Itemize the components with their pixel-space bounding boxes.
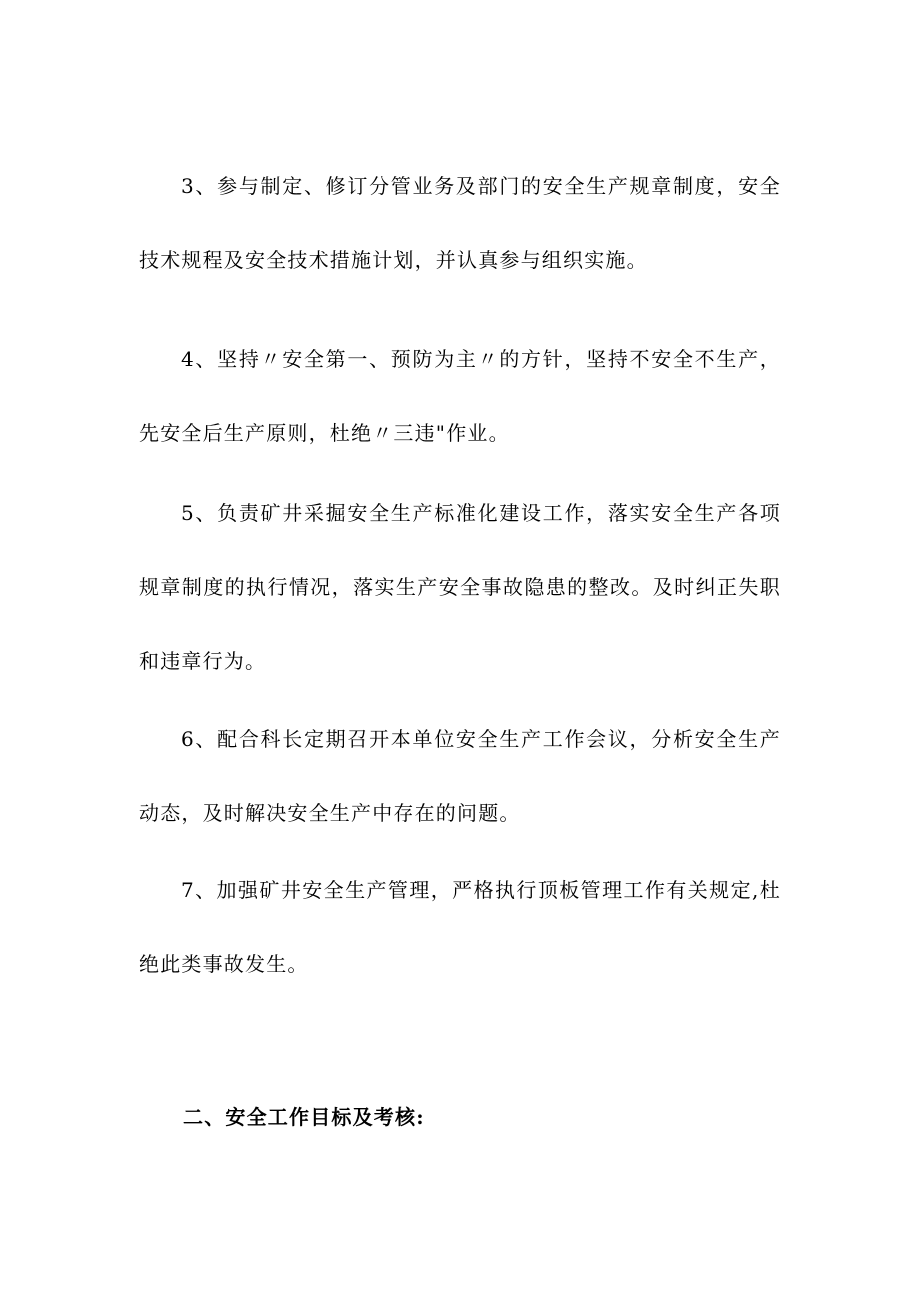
paragraph-item-7: 7、加强矿井安全生产管理，严格执行顶板管理工作有关规定,杜绝此类事故发生。: [139, 878, 781, 976]
paragraph-item-4: 4、坚持〃安全第一、预防为主〃的方针，坚持不安全不生产，先安全后生产原则，杜绝〃三违"作业。: [139, 347, 781, 445]
paragraph-item-5: 5、负责矿井采掘安全生产标准化建设工作，落实安全生产各项规章制度的执行情况，落实生产安全事故隐患的整改。及时纠正失职和违章行为。: [139, 501, 781, 673]
paragraph-item-6: 6、配合科长定期召开本单位安全生产工作会议，分析安全生产动态，及时解决安全生产中存在的问题。: [139, 727, 781, 825]
paragraph-item-3: 3、参与制定、修订分管业务及部门的安全生产规章制度，安全技术规程及安全技术措施计划，并认真参与组织实施。: [139, 174, 781, 272]
section-heading: 二、安全工作目标及考核:: [183, 1105, 425, 1129]
